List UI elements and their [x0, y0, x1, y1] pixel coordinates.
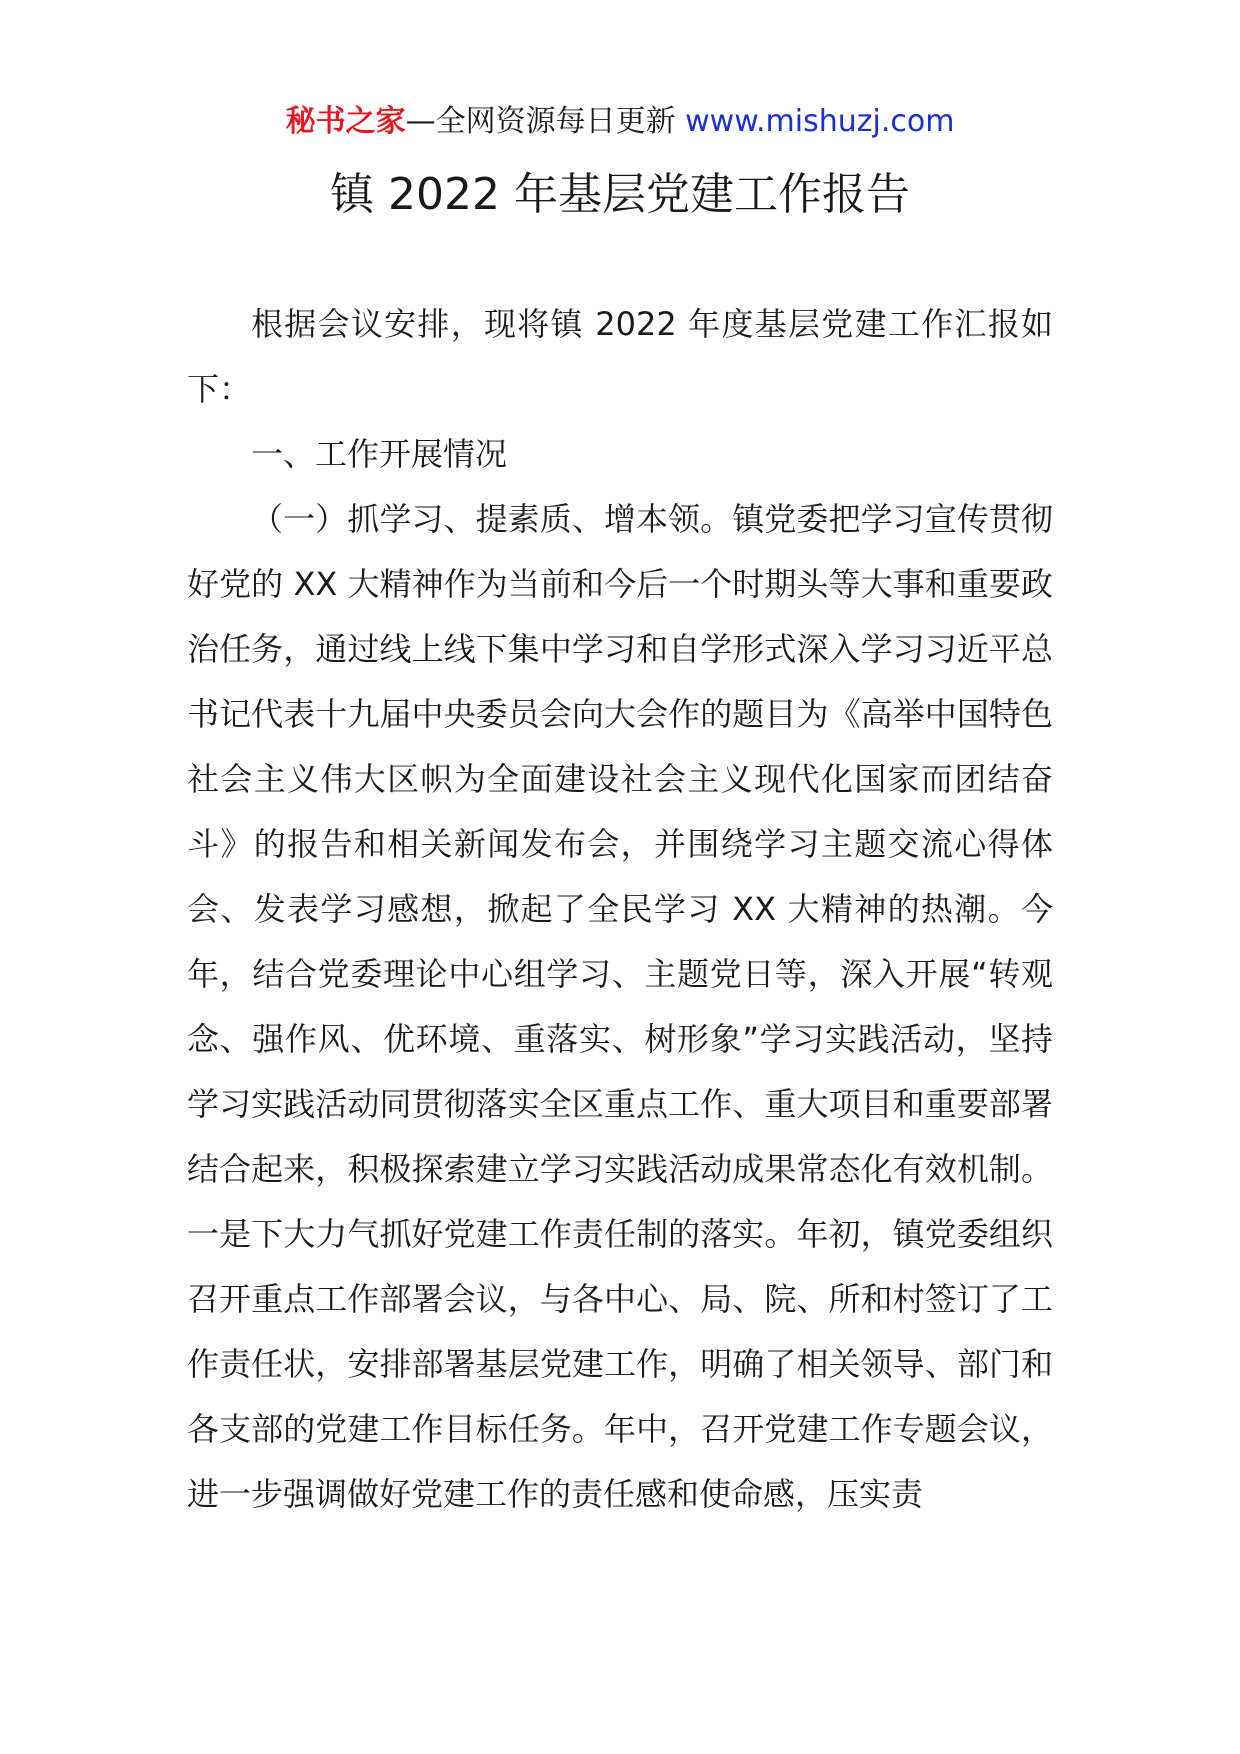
brand-name: 秘书之家 [285, 104, 406, 139]
site-url[interactable]: www.mishuzj.com [685, 104, 955, 139]
intro-paragraph: 根据会议安排，现将镇 2022 年度基层党建工作汇报如下： [187, 305, 1053, 408]
section-1-paragraph-1: （一）抓学习、提素质、增本领。镇党委把学习宣传贯彻好党的 XX 大精神作为当前和今后一个时期头等大事和重要政治任务，通过线上线下集中学习和自学形式深入学习习近平总书记代表十九届中央委员会向大会作的题目为《高举中国特色社会主义伟大区帜为全面建设社会主义现代化国家而团结奋斗》的报告和相关新闻发布会，并围绕学习主题交流心得体会、发表学习感想，掀起了全民学习 XX 大精神的热潮。今年，结合党委理论中心组学习、主题党日等，深入开展“转观念、强作风、优环境、重落实、树形象”学习实践活动，坚持学习实践活动同贯彻落实全区重点工作、重大项目和重要部署结合起来，积极探索建立学习实践活动成果常态化有效机制。一是下大力气抓好党建工作责任制的落实。年初，镇党委组织召开重点工作部署会议，与各中心、局、院、所和村签订了工作责任状，安排部署基层党建工作，明确了相关领导、部门和各支部的党建工作目标任务。年中，召开党建工作专题会议，进一步强调做好党建工作的责任感和使命感，压实责 [187, 500, 1053, 1513]
document-title: 镇 2022 年基层党建工作报告 [330, 169, 910, 220]
section-heading-work-progress: 一、工作开展情况 [251, 435, 508, 473]
site-header [0, 100, 1240, 144]
document-body [187, 292, 1053, 1527]
site-tagline: —全网资源每日更新 [405, 104, 686, 139]
